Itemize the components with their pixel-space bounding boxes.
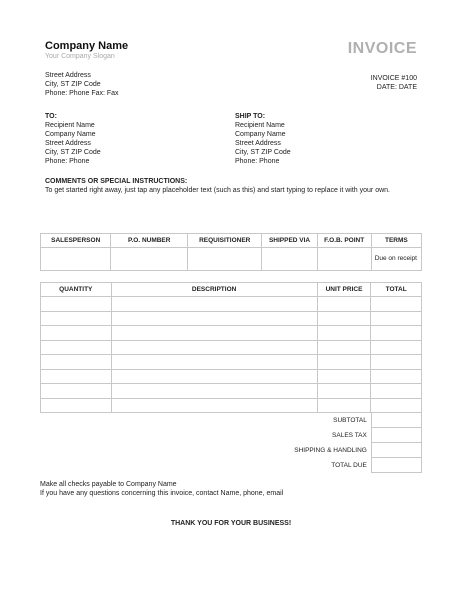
column-header: SHIPPED VIA <box>262 234 317 248</box>
salesperson-cell[interactable] <box>41 248 111 271</box>
line-total-cell[interactable] <box>371 355 422 370</box>
line-total-cell[interactable] <box>371 369 422 384</box>
unit-price-cell[interactable] <box>317 326 371 341</box>
line-total-cell[interactable] <box>371 398 422 413</box>
column-header: SALESPERSON <box>41 234 111 248</box>
table-row <box>41 297 422 312</box>
invoice-meta <box>371 74 417 92</box>
ship-to-block <box>235 112 291 166</box>
description-cell[interactable] <box>111 384 317 399</box>
invoice-title: INVOICE <box>347 40 417 57</box>
column-header: UNIT PRICE <box>317 283 371 297</box>
phone-fax[interactable]: Phone: Phone Fax: Fax <box>45 90 119 97</box>
questions-note[interactable]: If you have any questions concerning this invoice, contact Name, phone, email <box>40 490 284 497</box>
ship-to-line[interactable]: Company Name <box>235 131 286 138</box>
column-header: REQUISITIONER <box>188 234 262 248</box>
quantity-cell[interactable] <box>41 369 112 384</box>
description-cell[interactable] <box>111 355 317 370</box>
comments-section <box>45 177 390 195</box>
company-name[interactable]: Company Name <box>45 40 129 52</box>
total-due-value[interactable] <box>371 458 421 473</box>
quantity-cell[interactable] <box>41 340 112 355</box>
to-line[interactable]: Company Name <box>45 131 96 138</box>
quantity-cell[interactable] <box>41 384 112 399</box>
line-total-cell[interactable] <box>371 326 422 341</box>
column-header: F.O.B. POINT <box>317 234 371 248</box>
unit-price-cell[interactable] <box>317 297 371 312</box>
subtotal-label: SUBTOTAL <box>333 416 367 424</box>
table-row <box>41 398 422 413</box>
total-due-label: TOTAL DUE <box>331 461 367 469</box>
requisitioner-cell[interactable] <box>188 248 262 271</box>
table-row <box>41 369 422 384</box>
to-line[interactable]: City, ST ZIP Code <box>45 149 101 156</box>
line-total-cell[interactable] <box>371 311 422 326</box>
description-cell[interactable] <box>111 297 317 312</box>
ship-to-line[interactable]: Street Address <box>235 140 281 147</box>
shipping-row <box>40 443 422 458</box>
to-line[interactable]: Street Address <box>45 140 91 147</box>
city-state-zip[interactable]: City, ST ZIP Code <box>45 81 101 88</box>
comments-text[interactable]: To get started right away, just tap any placeholder text (such as this) and start typing to replace it with your own. <box>45 187 390 194</box>
table-header-row <box>41 283 422 297</box>
unit-price-cell[interactable] <box>317 398 371 413</box>
sales-info-table <box>40 233 422 271</box>
bill-to-block <box>45 112 101 166</box>
ship-to-line[interactable]: Recipient Name <box>235 122 285 129</box>
column-header: QUANTITY <box>41 283 112 297</box>
total-due-row <box>40 458 422 473</box>
to-label: TO: <box>45 113 57 120</box>
table-row <box>41 326 422 341</box>
column-header: DESCRIPTION <box>111 283 317 297</box>
comments-label: COMMENTS OR SPECIAL INSTRUCTIONS: <box>45 178 188 185</box>
checks-payable-note[interactable]: Make all checks payable to Company Name <box>40 481 177 488</box>
description-cell[interactable] <box>111 398 317 413</box>
thank-you-message: THANK YOU FOR YOUR BUSINESS! <box>170 520 292 527</box>
unit-price-cell[interactable] <box>317 355 371 370</box>
column-header: TERMS <box>371 234 421 248</box>
subtotal-row <box>40 413 422 428</box>
unit-price-cell[interactable] <box>317 369 371 384</box>
shipping-value[interactable] <box>371 443 421 458</box>
subtotal-value[interactable] <box>371 413 421 428</box>
description-cell[interactable] <box>111 340 317 355</box>
line-total-cell[interactable] <box>371 297 422 312</box>
quantity-cell[interactable] <box>41 355 112 370</box>
description-cell[interactable] <box>111 369 317 384</box>
street-address[interactable]: Street Address <box>45 72 91 79</box>
sales-tax-row <box>40 428 422 443</box>
company-slogan[interactable]: Your Company Slogan <box>45 53 115 60</box>
to-line[interactable]: Recipient Name <box>45 122 95 129</box>
po-number-cell[interactable] <box>111 248 188 271</box>
terms-cell[interactable]: Due on receipt <box>371 248 421 271</box>
table-header-row <box>41 234 422 248</box>
unit-price-cell[interactable] <box>317 311 371 326</box>
to-line[interactable]: Phone: Phone <box>45 158 90 165</box>
description-cell[interactable] <box>111 326 317 341</box>
sales-tax-label: SALES TAX <box>332 431 367 439</box>
quantity-cell[interactable] <box>41 311 112 326</box>
table-row <box>41 248 422 271</box>
fob-point-cell[interactable] <box>317 248 371 271</box>
ship-to-line[interactable]: City, ST ZIP Code <box>235 149 291 156</box>
quantity-cell[interactable] <box>41 398 112 413</box>
invoice-date[interactable]: DATE: DATE <box>376 84 417 91</box>
line-total-cell[interactable] <box>371 384 422 399</box>
table-row <box>41 384 422 399</box>
line-items-table <box>40 282 422 413</box>
unit-price-cell[interactable] <box>317 340 371 355</box>
unit-price-cell[interactable] <box>317 384 371 399</box>
shipped-via-cell[interactable] <box>262 248 317 271</box>
table-row <box>41 340 422 355</box>
sales-tax-value[interactable] <box>371 428 421 443</box>
table-row <box>41 355 422 370</box>
table-row <box>41 311 422 326</box>
column-header: P.O. NUMBER <box>111 234 188 248</box>
ship-to-label: SHIP TO: <box>235 113 266 120</box>
company-address <box>45 71 119 98</box>
shipping-label: SHIPPING & HANDLING <box>294 446 367 454</box>
quantity-cell[interactable] <box>41 326 112 341</box>
totals-table <box>40 412 422 473</box>
payment-notes <box>40 480 283 498</box>
quantity-cell[interactable] <box>41 297 112 312</box>
invoice-number[interactable]: INVOICE #100 <box>370 75 417 82</box>
description-cell[interactable] <box>111 311 317 326</box>
line-total-cell[interactable] <box>371 340 422 355</box>
ship-to-line[interactable]: Phone: Phone <box>235 158 280 165</box>
column-header: TOTAL <box>371 283 422 297</box>
